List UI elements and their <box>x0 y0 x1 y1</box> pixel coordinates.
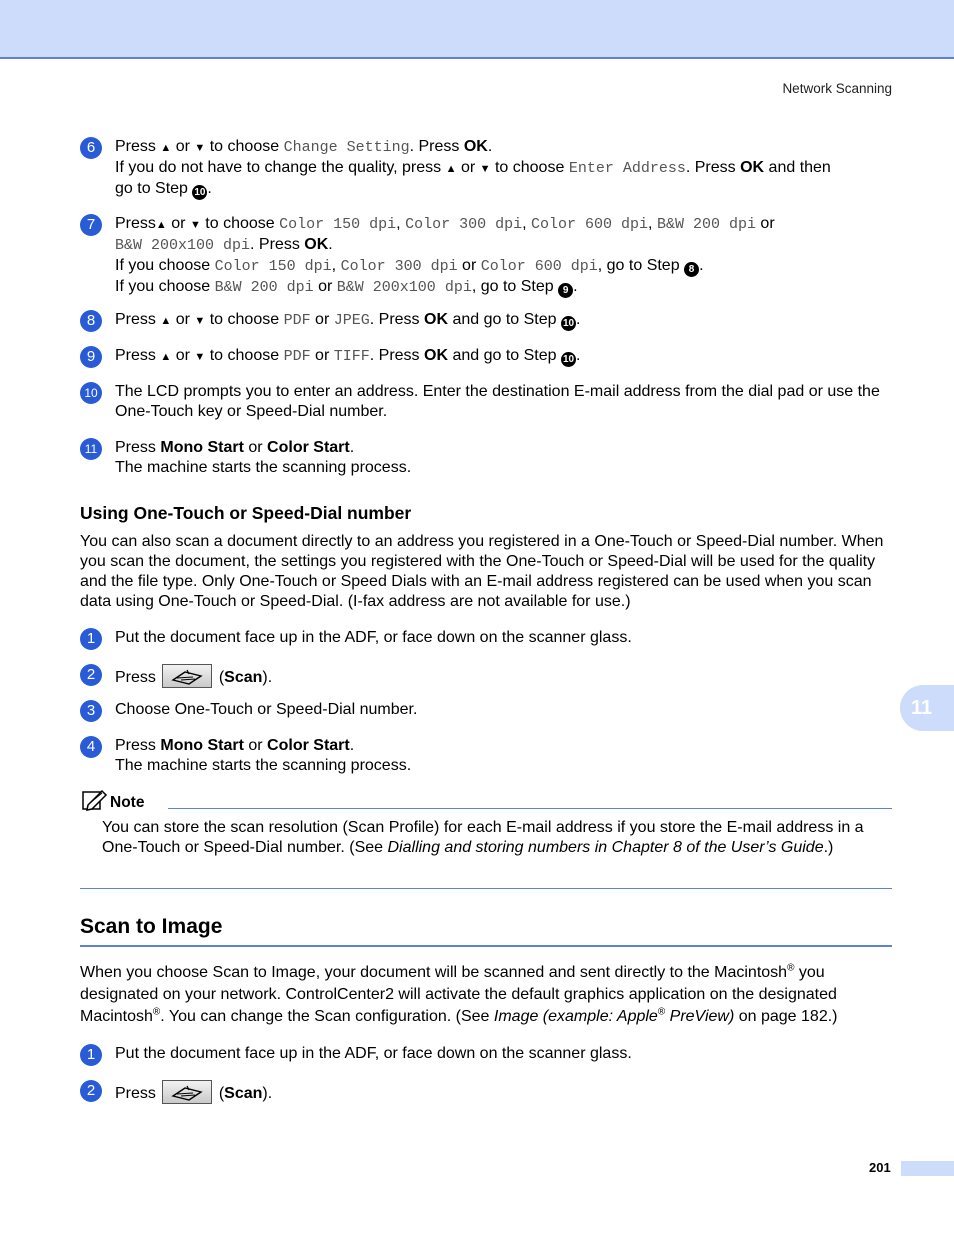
step-reference-badge: 9 <box>558 283 573 298</box>
down-arrow-icon: ▼ <box>194 315 206 327</box>
down-arrow-icon: ▼ <box>189 219 201 231</box>
step-number-badge: 9 <box>80 346 102 368</box>
chapter-tab: 11 <box>900 685 954 731</box>
speed-dial-step-4: 4 Press Mono Start or Color Start. The machine starts the scanning process. <box>80 736 892 776</box>
step-number-badge: 4 <box>80 736 102 758</box>
subsection-intro: You can also scan a document directly to an address you registered in a One-Touch or Speed-Dial number. When you scan the document, the settings you registered with the One-Touch or Speed-Dial will be used for the quality and the file type. Only One-Touch or Speed Dials with an E-mail address registered can be used when you scan data using One-Touch or Speed-Dial. (I-fax address are not available for use.) <box>80 533 884 610</box>
step-reference-badge: 10 <box>562 354 575 365</box>
note-cross-reference: Dialling and storing numbers in Chapter 8 of the User’s Guide <box>387 839 824 856</box>
step-number-badge: 10 <box>80 382 102 404</box>
note-rule <box>168 808 892 809</box>
section-title-rule <box>80 945 892 947</box>
step-6: 6 Press ▲ or ▼ to choose Change Setting. Press OK. If you do not have to change the quality, press ▲ or ▼ to choose Enter Address. Press OK and then go to Step 10 . <box>80 137 892 200</box>
step-10: 10 The LCD prompts you to enter an address. Enter the destination E-mail address from the dial pad or use the One-Touch key or Speed-Dial number. <box>80 382 892 422</box>
up-arrow-icon: ▲ <box>160 142 172 154</box>
step-11: 11 Press Mono Start or Color Start. The machine starts the scanning process. <box>80 438 892 478</box>
speed-dial-step-2: 2 Press (Scan). <box>80 664 892 688</box>
step-number-badge: 11 <box>80 438 102 460</box>
lcd-text: Change Setting <box>283 139 410 156</box>
page-number: 201 <box>869 1160 891 1175</box>
scan-to-image-step-2: 2 Press (Scan). <box>80 1080 892 1104</box>
note-end-rule <box>80 888 892 889</box>
step-number-badge: 2 <box>80 664 102 686</box>
note-label: Note <box>110 794 145 811</box>
scan-key-icon <box>162 664 212 688</box>
page-number-bar <box>901 1161 954 1176</box>
down-arrow-icon: ▼ <box>479 163 491 175</box>
note-header <box>80 789 892 811</box>
step-number-badge: 3 <box>80 700 102 722</box>
step-number-badge: 7 <box>80 214 102 236</box>
section-title: Scan to Image <box>80 915 223 938</box>
running-title: Network Scanning <box>782 81 892 96</box>
section-intro: When you choose Scan to Image, your document will be scanned and sent directly to the Macintosh® you designated on your network. ControlCenter2 will activate the default graphics application on the designated Macintosh®. You can change the Scan configuration. (See Image (example: Apple® PreView) on page 182.) <box>80 962 838 1025</box>
step-9: 9 Press ▲ or ▼ to choose PDF or TIFF. Press OK and go to Step 10 . <box>80 346 892 367</box>
scan-to-image-step-1: 1 Put the document face up in the ADF, or face down on the scanner glass. <box>80 1044 892 1064</box>
step-reference-badge: 8 <box>684 262 699 277</box>
step-number-badge: 1 <box>80 628 102 650</box>
header-band <box>0 0 954 59</box>
down-arrow-icon: ▼ <box>194 351 206 363</box>
note-pencil-icon <box>82 789 108 811</box>
note-text: You can store the scan resolution (Scan Profile) for each E-mail address if you store the E-mail address in a One-Touch or Speed-Dial number. (See Dialling and storing numbers in Chapter 8 of the User’s Guide.) <box>102 819 864 856</box>
up-arrow-icon: ▲ <box>445 163 457 175</box>
step-reference-badge: 10 <box>194 187 206 198</box>
subsection-heading: Using One-Touch or Speed-Dial number <box>80 503 412 523</box>
lcd-text: Enter Address <box>568 160 686 177</box>
scan-key-icon <box>162 1080 212 1104</box>
step-7: 7 Press▲ or ▼ to choose Color 150 dpi, Color 300 dpi, Color 600 dpi, B&W 200 dpi or B&W 200x100 dpi. Press OK. If you choose Color 150 dpi, Color 300 dpi or Color 600 dpi, go to Step 8 . If you choose B&W 200 dpi or B&W 200x100 dpi, go to Step 9 . <box>80 214 892 298</box>
step-number-badge: 6 <box>80 137 102 159</box>
step-number-badge: 1 <box>80 1044 102 1066</box>
up-arrow-icon: ▲ <box>160 315 172 327</box>
up-arrow-icon: ▲ <box>155 219 167 231</box>
speed-dial-step-1: 1 Put the document face up in the ADF, or face down on the scanner glass. <box>80 628 892 648</box>
down-arrow-icon: ▼ <box>194 142 206 154</box>
up-arrow-icon: ▲ <box>160 351 172 363</box>
step-reference-badge: 10 <box>562 318 575 329</box>
step-number-badge: 8 <box>80 310 102 332</box>
step-number-badge: 2 <box>80 1080 102 1102</box>
step-8: 8 Press ▲ or ▼ to choose PDF or JPEG. Press OK and go to Step 10 . <box>80 310 892 331</box>
speed-dial-step-3: 3 Choose One-Touch or Speed-Dial number. <box>80 700 892 720</box>
